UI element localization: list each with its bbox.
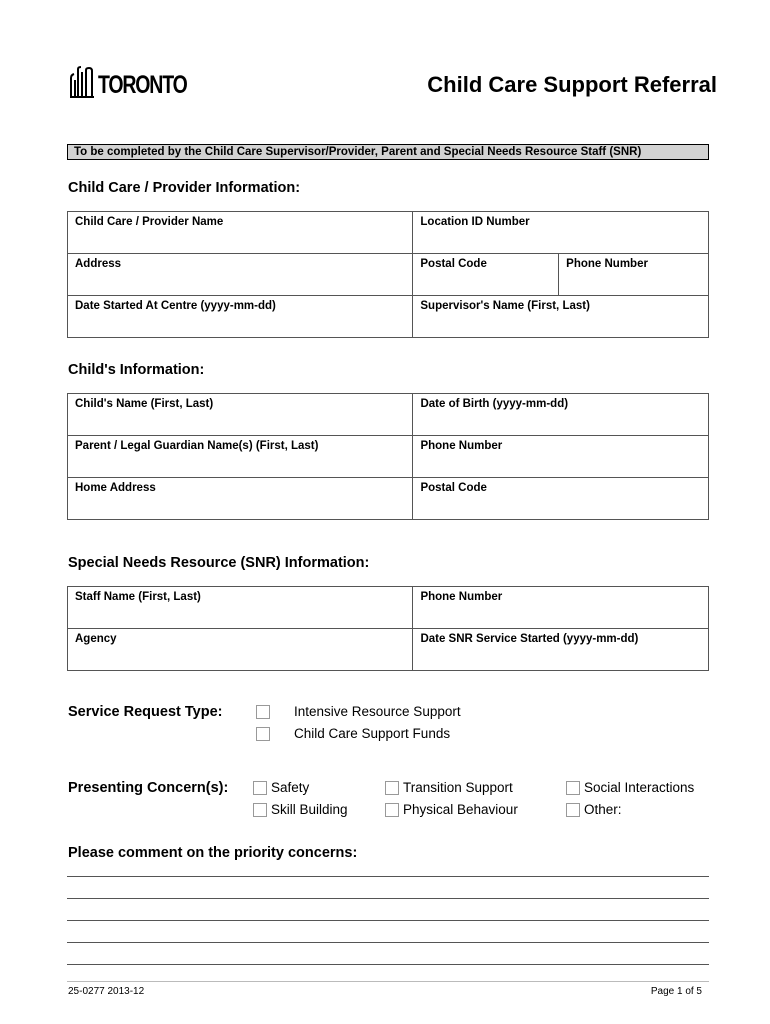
concern-social[interactable] xyxy=(566,780,694,795)
logo-text: TORONTO xyxy=(98,71,187,99)
guardian-phone-label: Phone Number xyxy=(420,440,503,452)
guardian-phone-field[interactable] xyxy=(413,436,709,478)
intensive-label: Intensive Resource Support xyxy=(294,704,461,719)
comment-line[interactable] xyxy=(67,942,709,943)
skill-label: Skill Building xyxy=(271,802,348,817)
footer-divider xyxy=(67,981,709,982)
supervisor-name-field[interactable] xyxy=(413,296,709,338)
snr-phone-label: Phone Number xyxy=(420,591,503,603)
physical-checkbox[interactable] xyxy=(385,803,399,817)
social-label: Social Interactions xyxy=(584,780,695,795)
supervisor-name-label: Supervisor's Name (First, Last) xyxy=(420,300,590,312)
city-hall-icon xyxy=(69,66,95,98)
home-address-field[interactable] xyxy=(68,478,413,520)
physical-label: Physical Behaviour xyxy=(403,802,518,817)
instructions-banner: To be completed by the Child Care Supervisor/Provider, Parent and Special Needs Resource Staff (SNR) xyxy=(67,144,709,160)
comment-line[interactable] xyxy=(67,964,709,965)
date-of-birth-label: Date of Birth (yyyy-mm-dd) xyxy=(420,398,569,410)
location-id-label: Location ID Number xyxy=(420,216,530,228)
page-number: Page 1 of 5 xyxy=(650,986,702,997)
child-heading: Child's Information: xyxy=(68,362,205,378)
provider-table xyxy=(67,211,709,338)
social-checkbox[interactable] xyxy=(566,781,580,795)
safety-checkbox[interactable] xyxy=(253,781,267,795)
provider-heading: Child Care / Provider Information: xyxy=(68,180,301,196)
concern-skill[interactable] xyxy=(253,802,348,817)
provider-address-field[interactable] xyxy=(68,254,413,296)
agency-field[interactable] xyxy=(68,629,413,671)
child-postal-code-label: Postal Code xyxy=(420,482,487,494)
location-id-field[interactable] xyxy=(413,212,709,254)
child-name-label: Child's Name (First, Last) xyxy=(75,398,214,410)
concerns-label: Presenting Concern(s): xyxy=(68,780,229,796)
other-label: Other: xyxy=(584,802,622,817)
comments-label: Please comment on the priority concerns: xyxy=(68,845,358,861)
funds-checkbox[interactable] xyxy=(256,727,270,741)
snr-date-started-field[interactable] xyxy=(413,629,709,671)
form-number: 25-0277 2013-12 xyxy=(68,986,145,997)
service-request-label: Service Request Type: xyxy=(68,704,223,720)
date-started-field[interactable] xyxy=(68,296,413,338)
provider-name-field[interactable] xyxy=(68,212,413,254)
intensive-checkbox[interactable] xyxy=(256,705,270,719)
provider-phone-field[interactable] xyxy=(559,254,709,296)
snr-table xyxy=(67,586,709,671)
service-option-intensive[interactable] xyxy=(256,704,461,719)
child-name-field[interactable] xyxy=(68,394,413,436)
funds-label: Child Care Support Funds xyxy=(294,726,451,741)
agency-label: Agency xyxy=(75,633,117,645)
service-option-funds[interactable] xyxy=(256,726,450,741)
snr-phone-field[interactable] xyxy=(413,587,709,629)
provider-phone-label: Phone Number xyxy=(566,258,648,270)
toronto-logo xyxy=(69,64,212,98)
page-title: Child Care Support Referral xyxy=(427,72,717,97)
transition-checkbox[interactable] xyxy=(385,781,399,795)
guardian-name-field[interactable] xyxy=(68,436,413,478)
concern-physical[interactable] xyxy=(385,802,518,817)
comment-line[interactable] xyxy=(67,876,709,877)
staff-name-label: Staff Name (First, Last) xyxy=(75,591,201,603)
date-of-birth-field[interactable] xyxy=(413,394,709,436)
home-address-label: Home Address xyxy=(75,482,156,494)
skill-checkbox[interactable] xyxy=(253,803,267,817)
provider-name-label: Child Care / Provider Name xyxy=(75,216,224,228)
comment-line[interactable] xyxy=(67,920,709,921)
safety-label: Safety xyxy=(271,780,310,795)
staff-name-field[interactable] xyxy=(68,587,413,629)
provider-postal-code-field[interactable] xyxy=(413,254,559,296)
transition-label: Transition Support xyxy=(403,780,513,795)
comment-line[interactable] xyxy=(67,898,709,899)
snr-heading: Special Needs Resource (SNR) Information: xyxy=(68,555,370,571)
concern-transition[interactable] xyxy=(385,780,513,795)
date-started-label: Date Started At Centre (yyyy-mm-dd) xyxy=(75,300,276,312)
concern-safety[interactable] xyxy=(253,780,309,795)
child-postal-code-field[interactable] xyxy=(413,478,709,520)
provider-postal-code-label: Postal Code xyxy=(420,258,487,270)
concern-other[interactable] xyxy=(566,802,622,817)
child-table xyxy=(67,393,709,520)
other-checkbox[interactable] xyxy=(566,803,580,817)
snr-date-started-label: Date SNR Service Started (yyyy-mm-dd) xyxy=(420,633,639,645)
provider-address-label: Address xyxy=(75,258,122,270)
guardian-name-label: Parent / Legal Guardian Name(s) (First, Last) xyxy=(75,440,319,452)
